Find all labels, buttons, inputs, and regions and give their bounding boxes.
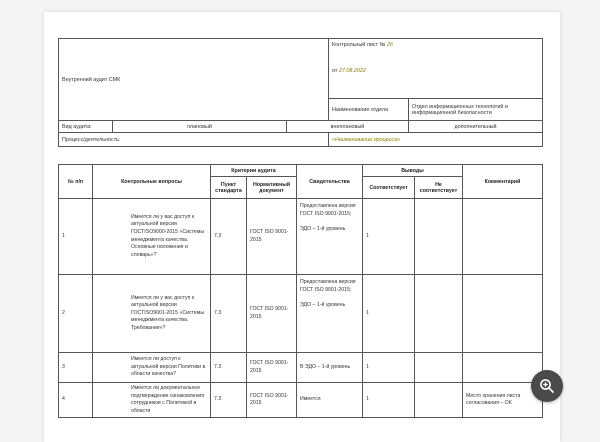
checklist-cell [329,39,543,99]
col-header-normdoc: Нормативный документ [247,177,297,199]
kind-additional-text: дополнительный [454,123,497,130]
row-evidence: В ЭДО – 1-й уровень [297,353,363,383]
row-normdoc: ГОСТ ISO 9001-2015 [247,199,297,275]
row-comment [463,275,543,353]
checklist-table [58,164,543,418]
department-value-cell [409,99,543,121]
row-conforms: 1 [363,353,415,383]
checklist-date: 27.08.2022 [338,68,366,74]
col-header-criteria: Критерии аудита [211,165,297,177]
table-row [59,383,543,418]
row-question: Имеется ли у вас доступ к актуальной версии ГОСТISO9000-2015 «Системы менеджмента качества. Основные положения и словарь»? [93,199,211,275]
audit-kind-additional [409,121,543,133]
row-num: 4 [59,383,93,418]
col-header-conforms: Соответствует [363,177,415,199]
date-prefix: от [332,68,338,74]
audit-type-cell [59,39,329,121]
row-normdoc: ГОСТ ISO 9001-2015 [247,353,297,383]
process-value: «Наименование процесса» [332,136,401,143]
col-header-clause: Пункт стандарта [211,177,247,199]
row-normdoc: ГОСТ ISO 9001-2015 [247,275,297,353]
row-comment: Место хранения листа согласования – ОК [463,383,543,418]
document-sheet [44,12,560,442]
row-num: 3 [59,353,93,383]
col-header-comments: Комментарий [463,165,543,199]
row-not-conforms [415,199,463,275]
col-header-evidence: Свидетельства [297,165,363,199]
process-label: Процесс/деятельность: [62,136,121,143]
row-comment [463,353,543,383]
audit-kind-label: Вид аудита: [62,123,92,130]
checklist-header-table [58,38,543,147]
process-value-cell [329,133,543,147]
department-label-cell [329,99,409,121]
row-conforms: 1 [363,199,415,275]
kind-unplanned-text: внеплановый [330,123,365,130]
row-normdoc: ГОСТ ISO 9001-2015 [247,383,297,418]
row-num: 2 [59,275,93,353]
zoom-in-icon [539,378,555,394]
row-comment [463,199,543,275]
row-question: Имеется ли у вас доступ к актуальной версии ГОСТISO9001-2015 «Системы менеджмента качества. Требования»? [93,275,211,353]
row-clause: 7.3 [211,383,247,418]
row-question: Имеется ли доступ к актуальной версии Политики в области качества? [93,353,211,383]
col-header-not-conforms: Не соответствует [415,177,463,199]
department-label: Наименование отдела [332,106,389,113]
row-not-conforms [415,383,463,418]
row-evidence: Предоставлена версия ГОСТ ISO 9001-2015; ЭДО – 1-й уровень [297,199,363,275]
checklist-label: Контрольный лист № [332,42,386,48]
row-not-conforms [415,353,463,383]
row-num: 1 [59,199,93,275]
kind-planned-text: плановый [187,123,212,130]
process-label-cell [59,133,329,147]
audit-kind-unplanned [287,121,409,133]
department-value: Отдел информационных технологий и информационной безопасности [412,103,508,116]
row-clause: 7.3 [211,353,247,383]
table-row [59,275,543,353]
checklist-number: 26 [386,42,393,48]
table-row [59,199,543,275]
audit-type: Внутренний аудит СМК [62,76,121,83]
row-evidence: Имеется [297,383,363,418]
col-header-conclusions: Выводы [363,165,463,177]
zoom-in-button[interactable] [531,370,563,402]
row-not-conforms [415,275,463,353]
row-question: Имеется ли документальное подтверждение ознакомления сотрудников с Политикой в области [93,383,211,418]
row-clause: 7.3 [211,275,247,353]
col-header-num: № п/п [59,165,93,199]
table-row [59,353,543,383]
audit-kind-planned [113,121,287,133]
col-header-questions: Контрольные вопросы [93,165,211,199]
audit-kind-label-cell [59,121,113,133]
row-clause: 7.3 [211,199,247,275]
row-evidence: Предоставлена версия ГОСТ ISO 9001-2015; ЭДО – 1-й уровень [297,275,363,353]
row-conforms: 1 [363,383,415,418]
row-conforms: 1 [363,275,415,353]
